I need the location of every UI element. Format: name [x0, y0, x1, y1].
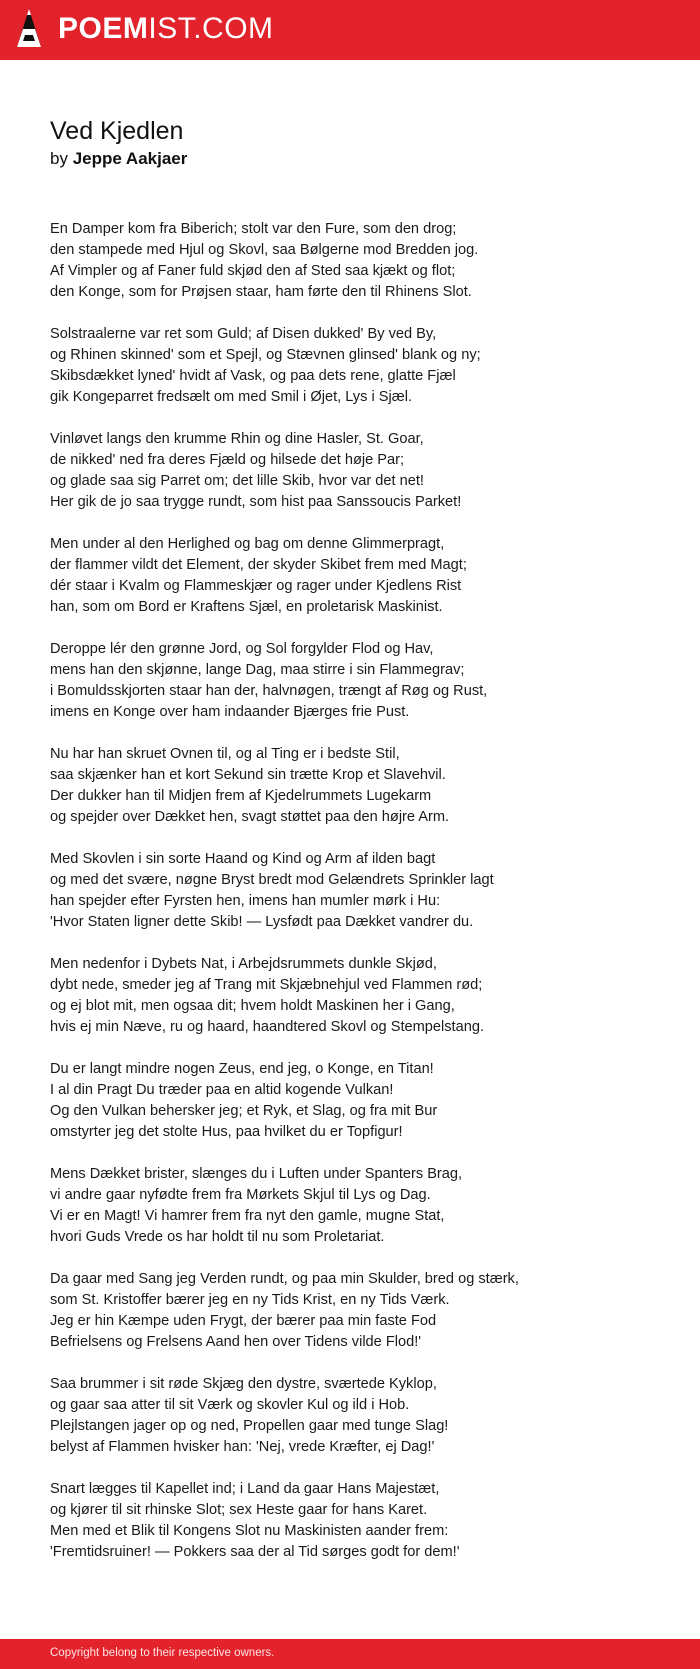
poem-stanza [50, 1374, 670, 1458]
poem-line: og glade saa sig Parret om; det lille Skib, hvor var det net! [50, 473, 424, 489]
poem-line: og kjører til sit rhinske Slot; sex Heste gaar for hans Karet. [50, 1502, 428, 1518]
poem-stanza [50, 639, 670, 723]
poem-line: Saa brummer i sit røde Skjæg den dystre, sværtede Kyklop, [50, 1376, 437, 1392]
poem-line: og ej blot mit, men ogsaa dit; hvem holdt Maskinen her i Gang, [50, 998, 455, 1014]
poem-stanza [50, 1479, 670, 1563]
poem-title: Ved Kjedlen [50, 117, 184, 145]
site-footer [0, 1639, 700, 1669]
poem-stanza [50, 534, 670, 618]
poem-line: Men med et Blik til Kongens Slot nu Maskinisten aander frem: [50, 1523, 449, 1539]
site-logo[interactable] [16, 9, 274, 49]
logo-text-bold: POEM [58, 12, 149, 45]
poem-line: og spejder over Dækket hen, svagt støttet paa den højre Arm. [50, 809, 450, 825]
poem-line: Du er langt mindre nogen Zeus, end jeg, o Konge, en Titan! [50, 1061, 434, 1077]
poem-line: Plejlstangen jager op og ned, Propellen gaar med tunge Slag! [50, 1418, 449, 1434]
poem-line: den stampede med Hjul og Skovl, saa Bølgerne mod Bredden jog. [50, 242, 479, 258]
poem-line: 'Hvor Staten ligner dette Skib! — Lysfødt paa Dækket vandrer du. [50, 914, 474, 930]
poem-line: hvis ej min Næve, ru og haard, haandtered Skovl og Stempelstang. [50, 1019, 485, 1035]
poem-stanza [50, 1269, 670, 1353]
poem-line: Skibsdækket lyned' hvidt af Vask, og paa dets rene, glatte Fjæl [50, 368, 456, 384]
poem-line: mens han den skjønne, lange Dag, maa stirre i sin Flammegrav; [50, 662, 465, 678]
poem-line: Men nedenfor i Dybets Nat, i Arbejdsrummets dunkle Skjød, [50, 956, 437, 972]
poem-line: dybt nede, smeder jeg af Trang mit Skjæbnehjul ved Flammen rød; [50, 977, 483, 993]
poem-line: Med Skovlen i sin sorte Haand og Kind og Arm af ilden bagt [50, 851, 436, 867]
poem-line: de nikked' ned fra deres Fjæld og hilsede det høje Par; [50, 452, 405, 468]
poem-line: saa skjænker han et kort Sekund sin trætte Krop et Slavehvil. [50, 767, 446, 783]
poem-line: og med det svære, nøgne Bryst bredt mod Gelændrets Sprinkler lagt [50, 872, 494, 888]
pencil-tip-icon [16, 9, 42, 49]
poem-stanza [50, 429, 670, 513]
poem-line: Mens Dækket brister, slænges du i Luften under Spanters Brag, [50, 1166, 463, 1182]
poem-line: han, som om Bord er Kraftens Sjæl, en proletarisk Maskinist. [50, 599, 443, 615]
poem-line: I al din Pragt Du træder paa en altid kogende Vulkan! [50, 1082, 394, 1098]
poem-line: dér staar i Kvalm og Flammeskjær og rager under Kjedlens Rist [50, 578, 462, 594]
poem-line: omstyrter jeg det stolte Hus, paa hvilket du er Topfigur! [50, 1124, 403, 1140]
poem-line: Og den Vulkan behersker jeg; et Ryk, et Slag, og fra mit Bur [50, 1103, 438, 1119]
poem-stanza [50, 744, 670, 828]
poem-line: En Damper kom fra Biberich; stolt var den Fure, som den drog; [50, 221, 457, 237]
poem-line: belyst af Flammen hvisker han: 'Nej, vrede Kræfter, ej Dag!' [50, 1439, 435, 1455]
poem-line: Solstraalerne var ret som Guld; af Disen dukked' By ved By, [50, 326, 437, 342]
site-logo-text [58, 9, 274, 49]
poem-line: Men under al den Herlighed og bag om denne Glimmerpragt, [50, 536, 445, 552]
logo-text-light: IST.COM [148, 12, 274, 45]
poem-line: Der dukker han til Midjen frem af Kjedelrummets Lugekarm [50, 788, 432, 804]
poem-stanza [50, 1164, 670, 1248]
poem-line: i Bomuldsskjorten staar han der, halvnøgen, trængt af Røg og Rust, [50, 683, 488, 699]
poem-line: Jeg er hin Kæmpe uden Frygt, der bærer paa min faste Fod [50, 1313, 437, 1329]
poem-line: Her gik de jo saa trygge rundt, som hist paa Sanssoucis Parket! [50, 494, 462, 510]
poem-line: Da gaar med Sang jeg Verden rundt, og paa min Skulder, bred og stærk, [50, 1271, 519, 1287]
poem-line: Befrielsens og Frelsens Aand hen over Tidens vilde Flod!' [50, 1334, 422, 1350]
poem-line: og gaar saa atter til sit Værk og skovler Kul og ild i Hob. [50, 1397, 410, 1413]
poem-line: vi andre gaar nyfødte frem fra Mørkets Skjul til Lys og Dag. [50, 1187, 431, 1203]
poem-line: den Konge, som for Prøjsen staar, ham førte den til Rhinens Slot. [50, 284, 472, 300]
poem-line: der flammer vildt det Element, der skyder Skibet frem med Magt; [50, 557, 467, 573]
poem-line: Vi er en Magt! Vi hamrer frem fra nyt den gamle, mugne Stat, [50, 1208, 445, 1224]
poem-line: han spejder efter Fyrsten hen, imens han mumler mørk i Hu: [50, 893, 441, 909]
poem-stanza [50, 219, 670, 303]
poem-line: Af Vimpler og af Faner fuld skjød den af Sted saa kjækt og flot; [50, 263, 456, 279]
poem-stanza [50, 954, 670, 1038]
poem-line: Vinløvet langs den krumme Rhin og dine Hasler, St. Goar, [50, 431, 424, 447]
poem-line: 'Fremtidsruiner! — Pokkers saa der al Tid sørges godt for dem!' [50, 1544, 460, 1560]
poem-line: imens en Konge over ham indaander Bjærges frie Pust. [50, 704, 410, 720]
poem-line: gik Kongeparret fredsælt om med Smil i Øjet, Lys i Sjæl. [50, 389, 413, 405]
poem-stanza [50, 324, 670, 408]
poem-line: Deroppe lér den grønne Jord, og Sol forgylder Flod og Hav, [50, 641, 434, 657]
by-label: by [50, 149, 68, 168]
poem-body [50, 219, 670, 1584]
poem-line: og Rhinen skinned' som et Spejl, og Stævnen glinsed' blank og ny; [50, 347, 481, 363]
poem-line: Nu har han skruet Ovnen til, og al Ting er i bedste Stil, [50, 746, 400, 762]
author-name[interactable]: Jeppe Aakjaer [72, 149, 188, 168]
poem-byline [50, 148, 187, 170]
poem-stanza [50, 849, 670, 933]
site-header [0, 0, 700, 60]
poem-line: hvori Guds Vrede os har holdt til nu som Proletariat. [50, 1229, 385, 1245]
poem-line: Snart lægges til Kapellet ind; i Land da gaar Hans Majestæt, [50, 1481, 440, 1497]
copyright-text: Copyright belong to their respective owners. [50, 1647, 275, 1659]
poem-line: som St. Kristoffer bærer jeg en ny Tids Krist, en ny Tids Værk. [50, 1292, 450, 1308]
poem-stanza [50, 1059, 670, 1143]
